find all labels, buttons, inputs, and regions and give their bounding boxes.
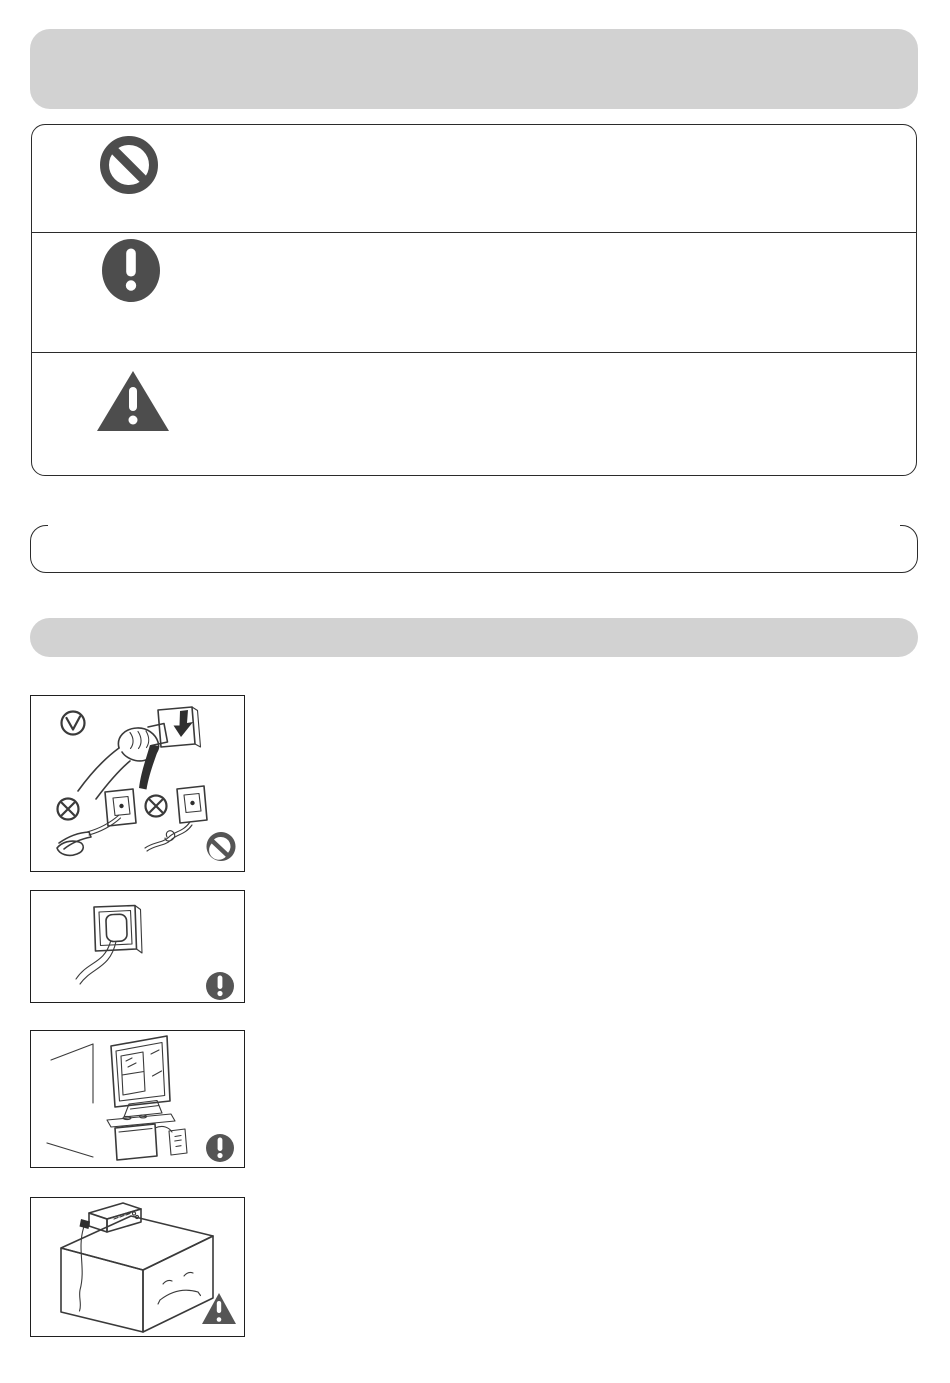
mandatory-icon bbox=[102, 239, 160, 302]
legend-row-warning bbox=[32, 353, 916, 474]
prohibition-icon bbox=[100, 136, 158, 194]
check-circle-icon bbox=[62, 712, 85, 735]
instruction-figure-packed-box bbox=[30, 1197, 245, 1337]
safety-symbol-legend bbox=[31, 124, 917, 476]
legend-row-prohibition bbox=[32, 125, 916, 233]
top-title-bar bbox=[30, 29, 918, 109]
warning-icon bbox=[202, 1293, 236, 1324]
instruction-figure-unplug bbox=[30, 695, 245, 872]
warning-icon bbox=[95, 369, 171, 433]
legend-row-mandatory bbox=[32, 233, 916, 353]
section-title-bar bbox=[30, 618, 918, 657]
mandatory-icon bbox=[206, 1134, 234, 1162]
mandatory-icon bbox=[206, 972, 234, 1000]
note-box-title-gap bbox=[48, 523, 900, 528]
prohibition-icon bbox=[207, 832, 236, 861]
cross-circle-icon bbox=[146, 796, 167, 817]
instruction-figure-location bbox=[30, 1030, 245, 1168]
instruction-figure-outlet bbox=[30, 890, 245, 1003]
note-box bbox=[30, 525, 918, 573]
cross-circle-icon bbox=[58, 799, 79, 820]
